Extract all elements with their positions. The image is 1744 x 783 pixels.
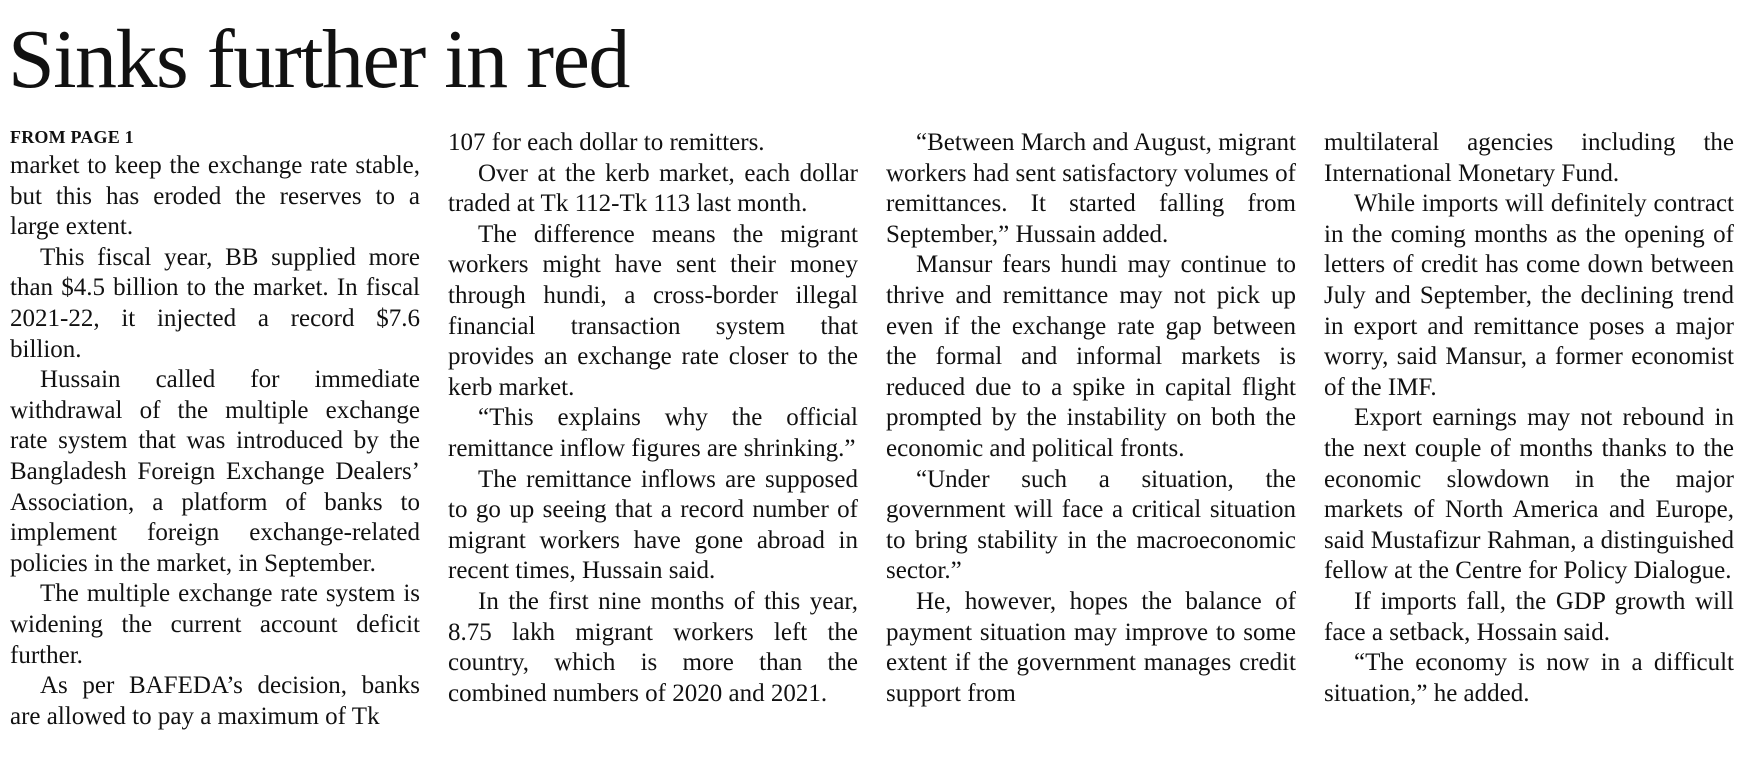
paragraph: If imports fall, the GDP growth will face a setback, Hossain said.: [1324, 587, 1734, 646]
paragraph: Over at the kerb market, each dollar traded at Tk 112-Tk 113 last month.: [448, 159, 858, 218]
paragraph: market to keep the exchange rate stable, but this has eroded the reserves to a large extent.: [10, 152, 420, 241]
paragraph: While imports will definitely contract in the coming months as the opening of letters of credit has come down between July and September, the declining trend in export and remittance poses a major worry, said Mansur, a former economist of the IMF.: [1324, 190, 1734, 401]
article-column-3: [886, 128, 1296, 709]
paragraph: He, however, hopes the balance of payment situation may improve to some extent if the government manages credit support from: [886, 587, 1296, 707]
paragraph: “Between March and August, migrant workers had sent satisfactory volumes of remittances. It started falling from September,” Hussain added.: [886, 129, 1296, 248]
paragraph: “This explains why the official remittance inflow figures are shrinking.”: [448, 404, 858, 462]
paragraph: “Under such a situation, the government will face a critical situation to bring stability in the macroeconomic sector.”: [886, 465, 1296, 585]
paragraph: Mansur fears hundi may continue to thrive and remittance may not pick up even if the exchange rate gap between the formal and informal markets is reduced due to a spike in capital flight prompted by the instability on both the economic and political fronts.: [886, 251, 1296, 462]
article-column-1: [10, 126, 420, 732]
paragraph: The multiple exchange rate system is widening the current account deficit further.: [10, 580, 420, 669]
paragraph: multilateral agencies including the International Monetary Fund.: [1324, 129, 1734, 187]
article-column-4: [1324, 128, 1734, 709]
paragraph: Export earnings may not rebound in the next couple of months thanks to the economic slowdown in the major markets of North America and Europe, said Mustafizur Rahman, a distinguished fellow at the Centre for Policy Dialogue.: [1324, 404, 1734, 585]
kicker-from-page: FROM PAGE 1: [10, 127, 134, 147]
paragraph: The difference means the migrant workers might have sent their money through hundi, a cross-border illegal financial transaction system that provides an exchange rate closer to the kerb market.: [448, 220, 858, 401]
article-column-2: [448, 128, 858, 709]
paragraph: In the first nine months of this year, 8.75 lakh migrant workers left the country, which is more than the combined numbers of 2020 and 2021.: [448, 587, 858, 707]
paragraph: As per BAFEDA’s decision, banks are allowed to pay a maximum of Tk: [10, 672, 420, 730]
headline: Sinks further in red: [8, 13, 629, 106]
paragraph: The remittance inflows are supposed to go up seeing that a record number of migrant workers have gone abroad in recent times, Hussain said.: [448, 465, 858, 585]
paragraph: 107 for each dollar to remitters.: [448, 129, 765, 156]
paragraph: “The economy is now in a difficult situation,” he added.: [1324, 649, 1734, 707]
paragraph: This fiscal year, BB supplied more than $4.5 billion to the market. In fiscal 2021-22, it injected a record $7.6 billion.: [10, 243, 420, 363]
paragraph: Hussain called for immediate withdrawal of the multiple exchange rate system that was introduced by the Bangladesh Foreign Exchange Dealers’ Association, a platform of banks to implement foreign exchange-related policies in the market, in September.: [10, 366, 420, 577]
